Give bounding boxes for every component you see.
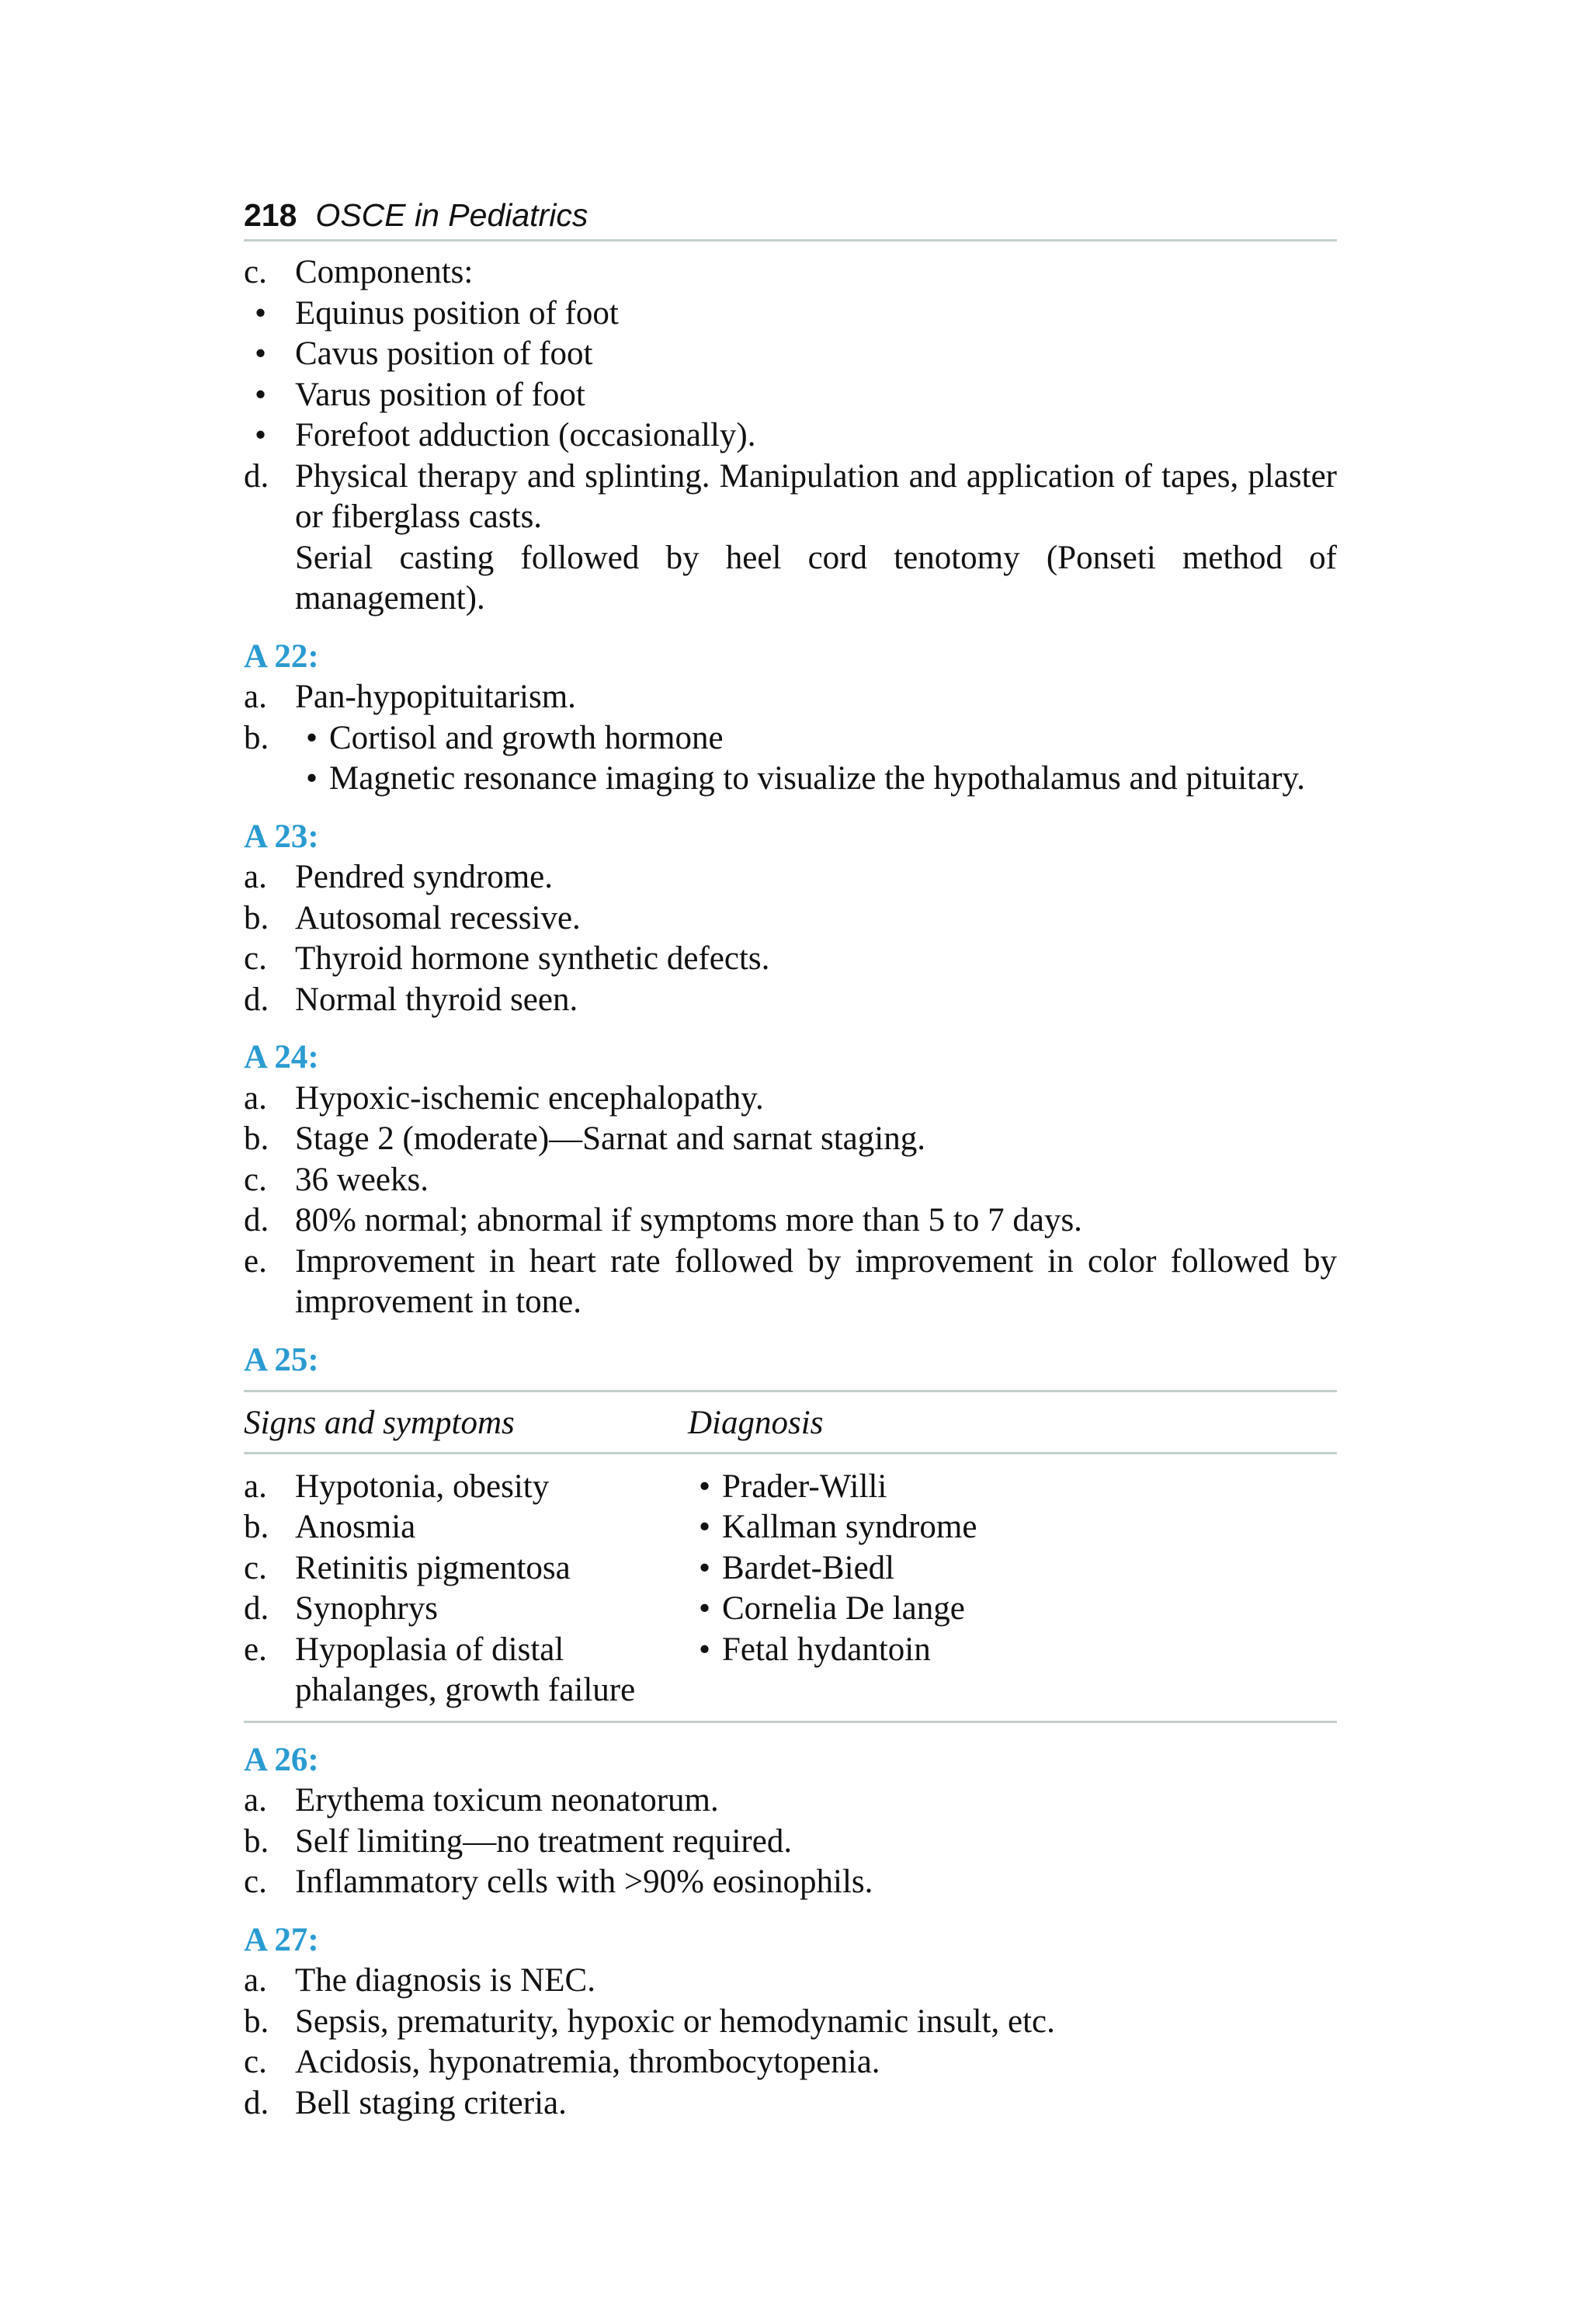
bullet-text: Cavus position of foot — [295, 335, 593, 372]
list-item — [244, 2083, 1337, 2124]
list-item — [244, 898, 1337, 940]
item-text: 80% normal; abnormal if symptoms more than 5 to 7 days. — [295, 1202, 1082, 1238]
bullet-icon: • — [255, 417, 267, 453]
item-label: a. — [244, 1079, 267, 1117]
item-text: Serial casting followed by heel cord tenotomy (Ponseti method of management). — [295, 539, 1337, 617]
item-label: d. — [244, 981, 269, 1018]
list-item — [244, 857, 1337, 898]
item-text: Stage 2 (moderate)—Sarnat and sarnat staging. — [295, 1120, 925, 1157]
page-number: 218 — [244, 197, 297, 233]
list-item — [244, 457, 1337, 620]
item-label: b. — [244, 2003, 269, 2040]
answer-heading-a27: A 27: — [244, 1921, 319, 1958]
table-row — [244, 1630, 1337, 1722]
bullet-item — [295, 718, 1337, 759]
item-text: Thyroid hormone synthetic defects. — [295, 940, 770, 977]
item-label: a. — [244, 1468, 267, 1505]
item-text: Sepsis, prematurity, hypoxic or hemodynamic insult, etc. — [295, 2003, 1055, 2040]
book-page — [244, 193, 1337, 2124]
sign-text: Hypoplasia of distal phalanges, growth failure — [295, 1631, 636, 1708]
item-label: e. — [244, 1631, 267, 1668]
list-item — [244, 1200, 1337, 1242]
item-label: c. — [244, 1549, 267, 1586]
item-text: Erythema toxicum neonatorum. — [295, 1782, 719, 1819]
list-item — [244, 939, 1337, 980]
diagnosis-text: Cornelia De lange — [722, 1590, 965, 1627]
list-item — [244, 2042, 1337, 2083]
item-text: Inflammatory cells with >90% eosinophils. — [295, 1864, 873, 1900]
sign-cell — [244, 1548, 688, 1589]
bullet-icon: • — [306, 760, 318, 797]
item-label: b. — [244, 719, 269, 756]
item-label: c. — [244, 2044, 267, 2080]
item-label: e. — [244, 1242, 267, 1280]
diagnosis-cell — [688, 1507, 1337, 1548]
bullet-icon: • — [255, 335, 267, 372]
bullet-text: Cortisol and growth hormone — [329, 719, 724, 756]
item-text: Pan-hypopituitarism. — [295, 679, 576, 715]
sign-text: Anosmia — [295, 1509, 416, 1545]
item-label: d. — [244, 1202, 269, 1238]
list-item — [244, 1160, 1337, 1201]
bullet-item — [244, 334, 1337, 375]
diagnosis-cell — [688, 1630, 1337, 1722]
list-item — [244, 980, 1337, 1021]
sign-text: Synophrys — [295, 1590, 438, 1627]
item-label: a. — [244, 679, 267, 715]
column-header-signs: Signs and symptoms — [244, 1391, 688, 1454]
item-label: a. — [244, 1782, 267, 1819]
table-row — [244, 1453, 1337, 1507]
book-title: OSCE in Pediatrics — [315, 197, 588, 233]
bullet-item — [295, 759, 1337, 800]
table-row — [244, 1548, 1337, 1589]
list-item — [244, 1961, 1337, 2002]
answer-heading-a23: A 23: — [244, 818, 319, 855]
list-item — [244, 1862, 1337, 1903]
item-label: a. — [244, 859, 267, 895]
list-item — [244, 1119, 1337, 1160]
sign-text: Retinitis pigmentosa — [295, 1549, 571, 1586]
item-label: c. — [244, 1161, 267, 1198]
item-label: b. — [244, 1509, 269, 1545]
bullet-item — [244, 375, 1337, 416]
bullet-icon: • — [699, 1631, 711, 1668]
item-text: The diagnosis is NEC. — [295, 1962, 595, 1999]
bullet-text: Varus position of foot — [295, 376, 585, 413]
column-header-diagnosis: Diagnosis — [688, 1391, 1337, 1454]
list-item — [244, 1079, 1337, 1120]
sign-cell — [244, 1630, 688, 1722]
list-item — [244, 1780, 1337, 1822]
sign-cell — [244, 1589, 688, 1630]
bullet-group — [295, 718, 1337, 800]
bullet-icon: • — [699, 1549, 711, 1586]
item-text: Pendred syndrome. — [295, 859, 553, 895]
list-item — [244, 2002, 1337, 2043]
item-text-block — [295, 457, 1337, 620]
answer-heading-a26: A 26: — [244, 1741, 319, 1778]
item-text: Hypoxic-ischemic encephalopathy. — [295, 1079, 764, 1117]
item-label: b. — [244, 899, 269, 936]
item-text: Improvement in heart rate followed by improvement in color followed by improvement in tone. — [295, 1242, 1337, 1320]
diagnosis-cell — [688, 1589, 1337, 1630]
list-item — [244, 1822, 1337, 1863]
item-label: b. — [244, 1822, 269, 1860]
diagnosis-text: Fetal hydantoin — [722, 1631, 931, 1668]
bullet-text: Equinus position of foot — [295, 294, 619, 332]
item-label: d. — [244, 2084, 269, 2121]
bullet-text: Forefoot adduction (occasionally). — [295, 417, 756, 453]
running-header — [244, 193, 1337, 241]
item-text: Normal thyroid seen. — [295, 981, 578, 1018]
diagnosis-text: Prader-Willi — [722, 1468, 887, 1505]
item-label: c. — [244, 1864, 267, 1900]
table-header-row — [244, 1391, 1337, 1454]
item-text: Acidosis, hyponatremia, thrombocytopenia. — [295, 2044, 880, 2080]
table-row — [244, 1589, 1337, 1630]
item-text: Bell staging criteria. — [295, 2084, 567, 2121]
item-label: a. — [244, 1962, 267, 1999]
bullet-icon: • — [699, 1468, 711, 1505]
bullet-icon: • — [699, 1590, 711, 1627]
diagnosis-cell — [688, 1548, 1337, 1589]
item-label: d. — [244, 457, 269, 495]
bullet-icon: • — [699, 1509, 711, 1545]
answer-heading-a25: A 25: — [244, 1341, 319, 1378]
diagnosis-cell — [688, 1453, 1337, 1507]
item-text: Autosomal recessive. — [295, 899, 581, 936]
item-label: d. — [244, 1590, 269, 1627]
sign-text: Hypotonia, obesity — [295, 1468, 550, 1505]
bullet-icon: • — [306, 719, 318, 756]
item-label: c. — [244, 940, 267, 977]
bullet-icon: • — [255, 376, 267, 413]
bullet-item — [244, 294, 1337, 335]
diagnosis-text: Kallman syndrome — [722, 1509, 977, 1545]
bullet-item — [244, 415, 1337, 457]
answer-heading-a24: A 24: — [244, 1039, 319, 1075]
item-label: c. — [244, 254, 267, 290]
item-text: Physical therapy and splinting. Manipulation and application of tapes, plaster or fiberglass casts. — [295, 457, 1337, 535]
bullet-text: Magnetic resonance imaging to visualize the hypothalamus and pituitary. — [329, 760, 1305, 797]
item-label: b. — [244, 1120, 269, 1157]
list-item — [244, 252, 1337, 294]
item-text: 36 weeks. — [295, 1161, 429, 1198]
item-text: Components: — [295, 254, 474, 290]
list-item — [244, 677, 1337, 718]
sign-cell — [244, 1507, 688, 1548]
signs-diagnosis-table — [244, 1390, 1337, 1723]
item-text: Self limiting—no treatment required. — [295, 1822, 793, 1860]
list-item — [244, 718, 1337, 800]
table-row — [244, 1507, 1337, 1548]
bullet-icon: • — [255, 294, 267, 332]
answer-heading-a22: A 22: — [244, 637, 319, 675]
page-content — [244, 252, 1337, 2124]
list-item — [244, 1242, 1337, 1323]
sign-cell — [244, 1453, 688, 1507]
diagnosis-text: Bardet-Biedl — [722, 1549, 895, 1586]
